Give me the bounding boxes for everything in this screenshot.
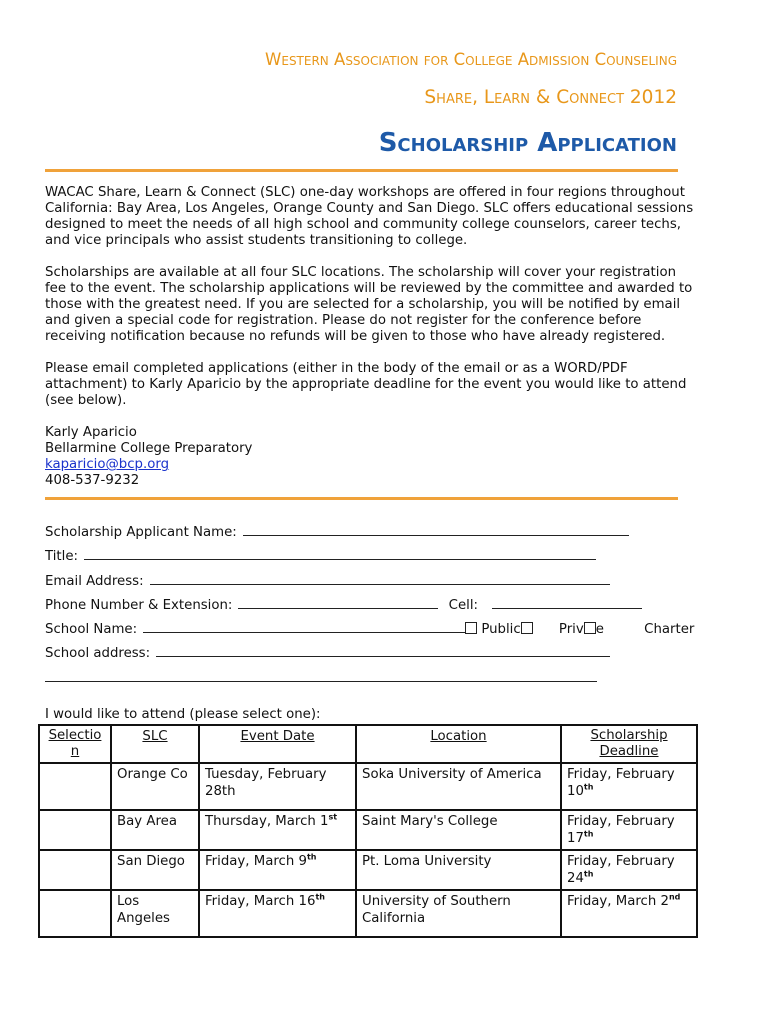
public-checkbox[interactable]	[465, 622, 477, 634]
applicant-name-field[interactable]	[243, 522, 629, 536]
intro-paragraph-3: Please email completed applications (either in the body of the email or as a WORD/PDF attachment) to Karly Aparicio by the appropriate deadline for the event you would like to attend (see below).	[45, 361, 687, 408]
table-row	[39, 763, 697, 810]
school-address-field-2[interactable]	[45, 668, 597, 682]
event-date-cell: Friday, March 9th	[199, 850, 356, 890]
phone-field[interactable]	[238, 595, 438, 609]
slc-cell: Orange Co	[111, 763, 199, 810]
header-deadline: Scholarship Deadline	[561, 725, 697, 763]
school-address-label: School address:	[45, 646, 151, 661]
table-row	[39, 810, 697, 850]
location-cell: Soka University of America	[356, 763, 561, 810]
private-checkbox[interactable]	[584, 622, 596, 634]
title-field[interactable]	[84, 546, 596, 560]
private-checkbox-front[interactable]	[521, 622, 533, 634]
header-location: Location	[356, 725, 561, 763]
deadline-cell: Friday, February 17th	[561, 810, 697, 850]
slc-cell: Bay Area	[111, 810, 199, 850]
location-cell: Saint Mary's College	[356, 810, 561, 850]
attend-prompt: I would like to attend (please select one):	[45, 707, 321, 722]
table-header-row	[39, 725, 697, 763]
deadline-cell: Friday, March 2nd	[561, 890, 697, 937]
selection-cell[interactable]	[39, 810, 111, 850]
slc-cell: San Diego	[111, 850, 199, 890]
header-divider	[45, 169, 678, 172]
school-name-field[interactable]	[143, 619, 465, 633]
applicant-name-row	[45, 522, 629, 540]
table-row	[39, 850, 697, 890]
event-date-cell: Thursday, March 1st	[199, 810, 356, 850]
private-label: Priv e	[558, 622, 604, 637]
email-field[interactable]	[150, 571, 610, 585]
phone-label: Phone Number & Extension:	[45, 598, 233, 613]
header-selection: Selectio n	[39, 725, 111, 763]
contact-name: Karly Aparicio	[45, 425, 137, 440]
school-name-label: School Name:	[45, 622, 138, 637]
header-slc: SLC	[111, 725, 199, 763]
event-date-cell: Tuesday, February 28th	[199, 763, 356, 810]
school-address-row	[45, 643, 610, 661]
school-address-row-2	[45, 668, 597, 686]
email-label: Email Address:	[45, 574, 144, 589]
school-address-field[interactable]	[156, 643, 610, 657]
charter-label: Charter	[644, 622, 695, 637]
contact-phone: 408-537-9232	[45, 473, 140, 488]
school-name-row	[45, 619, 694, 637]
table-row	[39, 890, 697, 937]
title-label: Title:	[45, 549, 78, 564]
location-cell: University of Southern California	[356, 890, 561, 937]
intro-paragraph-1: WACAC Share, Learn & Connect (SLC) one-day workshops are offered in four regions throughout California: Bay Area, Los Angeles, Orange County and San Diego. SLC offers educational sessions designed to meet the needs of all high school and community college counselors, career techs, and vice principals who assist students transitioning to college.	[45, 185, 694, 248]
phone-row	[45, 595, 642, 613]
header-event-date: Event Date	[199, 725, 356, 763]
intro-paragraph-2: Scholarships are available at all four SLC locations. The scholarship will cover your registration fee to the event. The scholarship applications will be reviewed by the committee and awarded to those with the greatest need. If you are selected for a scholarship, you will be notified by email and given a special code for registration. Please do not register for the conference before receiving notification because no refunds will be given to those who have already registered.	[45, 265, 693, 344]
events-table	[38, 724, 698, 938]
location-cell: Pt. Loma University	[356, 850, 561, 890]
slc-cell: Los Angeles	[111, 890, 199, 937]
contact-block	[45, 425, 735, 489]
applicant-name-label: Scholarship Applicant Name:	[45, 525, 237, 540]
deadline-cell: Friday, February 10th	[561, 763, 697, 810]
event-date-cell: Friday, March 16th	[199, 890, 356, 937]
title-row	[45, 546, 596, 564]
cell-label: Cell:	[448, 598, 478, 613]
event-name: Share, Learn & Connect 2012	[424, 87, 677, 108]
email-row	[45, 571, 610, 589]
page-title: Scholarship Application	[378, 128, 677, 158]
cell-field[interactable]	[492, 595, 642, 609]
contact-school: Bellarmine College Preparatory	[45, 441, 253, 456]
deadline-cell: Friday, February 24th	[561, 850, 697, 890]
organization-name: Western Association for College Admission Counseling	[265, 50, 677, 69]
selection-cell[interactable]	[39, 763, 111, 810]
section-divider	[45, 497, 678, 500]
contact-email-link[interactable]: kaparicio@bcp.org	[45, 457, 170, 472]
public-label: Public	[481, 622, 521, 637]
selection-cell[interactable]	[39, 850, 111, 890]
selection-cell[interactable]	[39, 890, 111, 937]
